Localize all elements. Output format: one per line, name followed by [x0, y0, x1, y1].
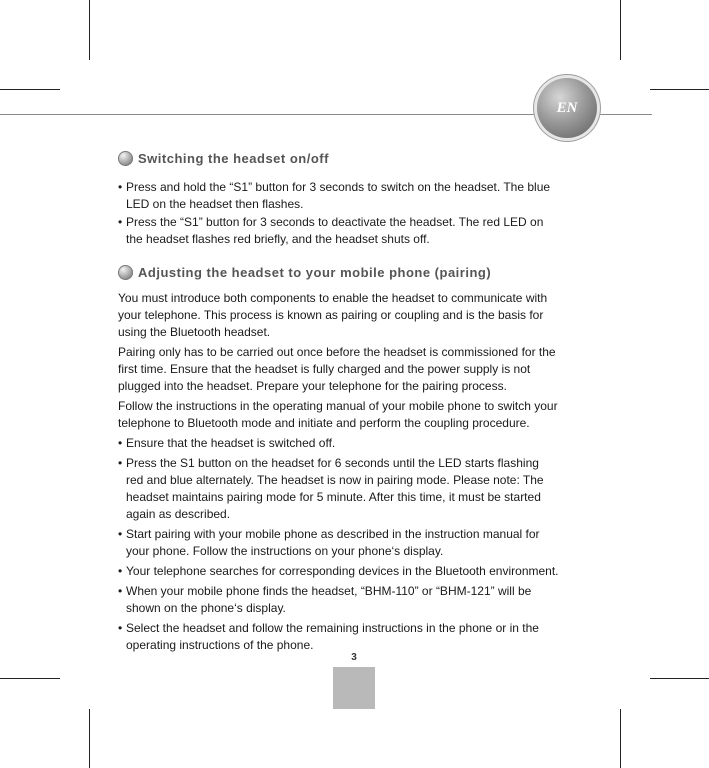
crop-mark — [0, 678, 60, 679]
text-line: Pairing only has to be carried out once before the headset is commissioned for the — [118, 345, 556, 359]
bullet-dot: • — [118, 436, 123, 450]
language-badge: EN — [537, 78, 597, 138]
text-line: your telephone. This process is known as pairing or coupling and is the basis for — [118, 308, 544, 322]
section-heading-pairing — [118, 262, 491, 282]
pairing-instructions — [118, 290, 598, 654]
list-item-line: Press the “S1” button for 3 seconds to deactivate the headset. The red LED on — [126, 215, 544, 229]
list-item-line: operating instructions of the phone. — [126, 638, 314, 652]
paragraph — [118, 398, 598, 432]
crop-mark — [89, 0, 90, 60]
list-item-line: headset maintains pairing mode for 5 minute. After this time, it must be started — [126, 490, 541, 504]
text-line: using the Bluetooth headset. — [118, 325, 271, 339]
paragraph — [118, 290, 598, 341]
list-item — [118, 435, 598, 452]
crop-mark — [620, 709, 621, 768]
list-item-line: Your telephone searches for corresponding devices in the Bluetooth environment. — [126, 564, 559, 578]
crop-mark — [620, 0, 621, 60]
list-item-line: Select the headset and follow the remaining instructions in the phone or in the — [126, 621, 539, 635]
list-item — [118, 563, 598, 580]
text-line: You must introduce both components to enable the headset to communicate with — [118, 291, 548, 305]
power-instructions — [118, 179, 598, 248]
section-title: Adjusting the headset to your mobile phone (pairing) — [138, 264, 492, 280]
bullet-orb-icon — [118, 265, 133, 280]
text-line: first time. Ensure that the headset is fully charged and the power supply is not — [118, 362, 531, 376]
list-item — [118, 214, 598, 248]
bullet-dot: • — [118, 215, 123, 229]
list-item — [118, 179, 598, 213]
bullet-dot: • — [118, 456, 123, 470]
list-item-line: shown on the phone‘s display. — [126, 601, 286, 615]
list-item-line: your phone. Follow the instructions on your phone‘s display. — [126, 544, 444, 558]
bullet-dot: • — [118, 584, 123, 598]
bullet-dot: • — [118, 180, 123, 194]
list-item-line: again as described. — [126, 507, 231, 521]
bullet-dot: • — [118, 527, 123, 541]
list-item-line: Ensure that the headset is switched off. — [126, 436, 336, 450]
crop-mark — [89, 709, 90, 768]
text-line: plugged into the headset. Prepare your telephone for the pairing process. — [118, 379, 507, 393]
crop-mark — [0, 89, 60, 90]
list-item-line: the headset flashes red briefly, and the headset shuts off. — [126, 232, 430, 246]
bullet-dot: • — [118, 621, 123, 635]
list-item-line: Start pairing with your mobile phone as described in the instruction manual for — [126, 527, 540, 541]
list-item-line: When your mobile phone finds the headset, “BHM-110” or “BHM-121” will be — [126, 584, 532, 598]
list-item-line: Press the S1 button on the headset for 6 seconds until the LED starts flashing — [126, 456, 539, 470]
list-item — [118, 455, 598, 523]
list-item-line: LED on the headset then flashes. — [126, 197, 304, 211]
bullet-orb-icon — [118, 151, 133, 166]
list-item-line: red and blue alternately. The headset is now in pairing mode. Please note: The — [126, 473, 544, 487]
section-heading-power — [118, 148, 329, 168]
bullet-dot: • — [118, 564, 123, 578]
list-item — [118, 583, 598, 617]
list-item — [118, 620, 598, 654]
crop-mark — [650, 678, 709, 679]
section-title: Switching the headset on/off — [138, 150, 329, 166]
list-item — [118, 526, 598, 560]
page-number: 3 — [351, 652, 357, 663]
page-tab — [333, 667, 375, 709]
crop-mark — [650, 89, 709, 90]
text-line: Follow the instructions in the operating manual of your mobile phone to switch your — [118, 399, 558, 413]
paragraph — [118, 344, 598, 395]
text-line: telephone to Bluetooth mode and initiate and perform the coupling procedure. — [118, 416, 530, 430]
list-item-line: Press and hold the “S1” button for 3 seconds to switch on the headset. The blue — [126, 180, 551, 194]
